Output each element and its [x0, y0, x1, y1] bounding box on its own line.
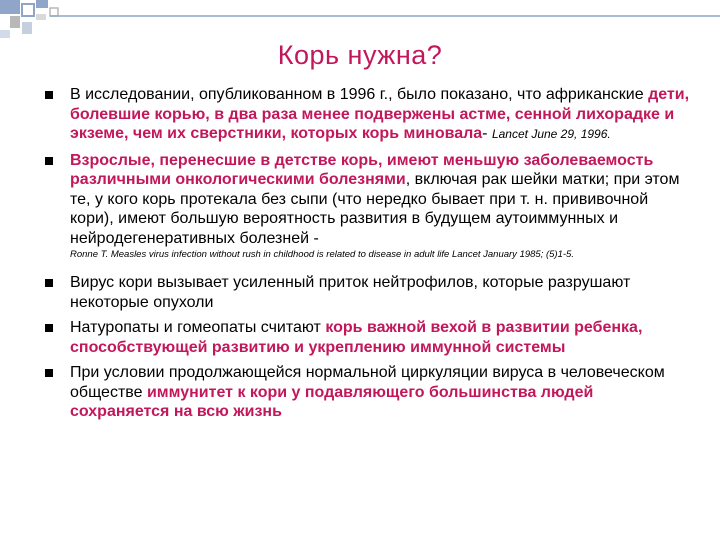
- deco-square: [0, 30, 10, 38]
- slide-title: Корь нужна?: [277, 40, 443, 70]
- bullet-text: В исследовании, опубликованном в 1996 г., было показано, что африканские: [70, 86, 649, 103]
- bullet-text: При условии продолжающейся нормальной циркуляции вируса в человеческом обществе: [70, 364, 665, 401]
- bullet-item: [42, 85, 692, 145]
- square-bullet-icon: [45, 279, 53, 287]
- square-bullet-icon: [45, 91, 53, 99]
- deco-square: [36, 0, 48, 8]
- square-bullet-icon: [45, 157, 53, 165]
- deco-square: [10, 16, 20, 28]
- square-bullet-icon: [45, 369, 53, 377]
- deco-square: [0, 0, 20, 14]
- bullet-text: Вирус кори вызывает усиленный приток нейтрофилов, которые разрушают некоторые опухоли: [70, 274, 631, 311]
- square-bullet-icon: [45, 324, 53, 332]
- bullet-item: [42, 151, 692, 262]
- bullet-item: [42, 363, 692, 422]
- deco-square: [22, 22, 32, 34]
- bullet-highlight: корь важной вехой в развитии ребенка, способствующей развитию и укреплению иммунной системы: [70, 319, 643, 356]
- citation: Ronne T. Measles virus infection without rush in childhood is related to disease in adult life Lancet January 1985; (5)1-5.: [70, 249, 574, 260]
- bullet-highlight: Взрослые, перенесшие в детстве корь, имеют меньшую заболеваемость различными онкологическими болезнями: [70, 151, 654, 188]
- bullet-item: [42, 273, 692, 312]
- citation: Lancet June 29, 1996.: [491, 127, 611, 141]
- bullet-text: , включая рак шейки матки; при этом те, у кого корь протекала без сыпи (что нередко бывает при т. н. прививочной кори), имеют большую вероятность развития в будущем аутоиммунных и нейродегенеративных болезней -: [70, 171, 680, 247]
- bullet-text: -: [482, 125, 492, 142]
- deco-square: [22, 4, 34, 16]
- bullet-item: [42, 318, 692, 357]
- bullet-list: [42, 85, 692, 422]
- deco-square: [36, 14, 46, 20]
- bullet-highlight: дети, болевшие корью, в два раза менее подвержены астме, сенной лихорадке и экземе, чем их сверстники, которых корь миновала: [70, 86, 690, 142]
- bullet-text: Натуропаты и гомеопаты считают: [70, 319, 326, 336]
- bullet-highlight: иммунитет к кори у подавляющего большинства людей сохраняется на всю жизнь: [70, 383, 594, 420]
- deco-square: [50, 8, 58, 16]
